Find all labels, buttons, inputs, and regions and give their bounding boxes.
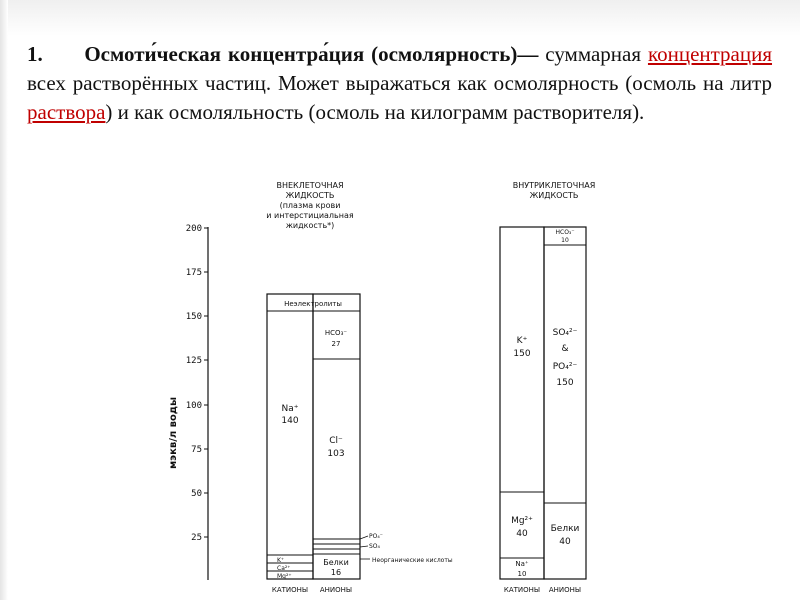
ampersand: & (561, 344, 569, 354)
x-label-anions: АНИОНЫ (548, 586, 582, 594)
k-label: K⁺ (516, 336, 528, 346)
concentration-link[interactable]: концентрация (647, 42, 773, 66)
y-tick-label: 25 (191, 533, 202, 543)
na-intracellular-label: Na⁺ (515, 560, 529, 568)
electrolyte-composition-diagram (140, 175, 660, 600)
extracellular-cations-column (267, 294, 313, 580)
mg-value: 40 (516, 529, 528, 539)
svg-text:жидкость*): жидкость*) (285, 221, 335, 230)
so4-label: SO₄ (369, 543, 380, 550)
hco3-intracellular-label: HCO₃⁻ (555, 229, 575, 236)
mg-label: Mg²⁺ (511, 516, 533, 526)
extracellular-title (266, 181, 354, 230)
definition-paragraph (27, 40, 772, 127)
y-tick-label: 75 (191, 445, 202, 455)
intracellular-title (513, 181, 596, 200)
y-tick-label: 200 (185, 224, 202, 234)
po4-intracellular-label: PO₄²⁻ (552, 362, 578, 372)
y-tick-label: 175 (185, 268, 202, 278)
proteins-intracellular-label: Белки (550, 524, 580, 534)
na-label: Na⁺ (281, 404, 299, 414)
definition-text-1: суммарная (545, 42, 648, 66)
hco3-intracellular-value: 10 (561, 237, 569, 244)
y-tick-label: 125 (185, 356, 202, 366)
y-tick-label: 50 (191, 489, 202, 499)
cl-value: 103 (327, 449, 345, 459)
organic-acids-label: Неорганические кислоты (372, 557, 453, 564)
hco3-value: 27 (331, 340, 341, 348)
item-number: 1. (27, 42, 43, 66)
proteins-value: 16 (330, 568, 342, 577)
svg-text:ВНЕКЛЕТОЧНАЯ: ВНЕКЛЕТОЧНАЯ (276, 181, 344, 190)
non-electrolytes-label: Неэлектролиты (284, 300, 342, 308)
svg-text:(плазма крови: (плазма крови (279, 201, 341, 210)
small-cation-ca: Ca²⁺ (277, 565, 291, 572)
svg-text:ЖИДКОСТЬ: ЖИДКОСТЬ (285, 191, 335, 200)
x-label-cations: КАТИОНЫ (271, 586, 309, 594)
term-dash: — (517, 42, 539, 66)
svg-text:и интерстициальная: и интерстициальная (266, 211, 354, 220)
na-value: 140 (281, 416, 299, 426)
slide-top-band (0, 0, 800, 36)
small-cation-k: K⁺ (277, 557, 285, 564)
svg-text:ВНУТРИКЛЕТОЧНАЯ: ВНУТРИКЛЕТОЧНАЯ (512, 181, 596, 190)
po4-label: PO₄⁻ (369, 533, 383, 540)
na-intracellular-value: 10 (517, 570, 527, 578)
y-tick-label: 100 (185, 401, 202, 411)
so4-intracellular-label: SO₄²⁻ (552, 328, 578, 338)
proteins-label: Белки (323, 558, 349, 567)
k-value: 150 (513, 349, 531, 359)
x-axis-labels (272, 586, 581, 594)
svg-text:ЖИДКОСТЬ: ЖИДКОСТЬ (529, 191, 579, 200)
extracellular-anions-column (313, 294, 360, 579)
x-label-anions: АНИОНЫ (319, 586, 353, 594)
solution-link[interactable]: раствора (27, 100, 106, 124)
y-axis-ticks (186, 224, 208, 543)
proteins-intracellular-value: 40 (559, 537, 571, 547)
intracellular-anions-column (544, 227, 586, 579)
y-tick-label: 150 (185, 312, 202, 322)
term-title: Осмоти́ческая концентра́ция (осмолярность) (84, 42, 518, 66)
definition-text-3: ) и как осмоляльность (осмоль на килограмм растворителя). (105, 100, 645, 124)
slide-left-shadow (0, 0, 8, 600)
cl-label: Cl⁻ (329, 436, 343, 446)
small-cation-mg: Mg²⁺ (277, 573, 292, 580)
y-axis-label: мэкв/л воды (168, 397, 179, 469)
intracellular-cations-column (500, 227, 544, 579)
minor-anion-pointers (360, 533, 453, 564)
so4-po4-value: 150 (556, 378, 574, 388)
x-label-cations: КАТИОНЫ (503, 586, 541, 594)
definition-text-2: всех растворённых частиц. Может выражаться как осмолярность (осмоль на литр (27, 71, 772, 95)
hco3-label: HCO₃⁻ (324, 329, 348, 337)
